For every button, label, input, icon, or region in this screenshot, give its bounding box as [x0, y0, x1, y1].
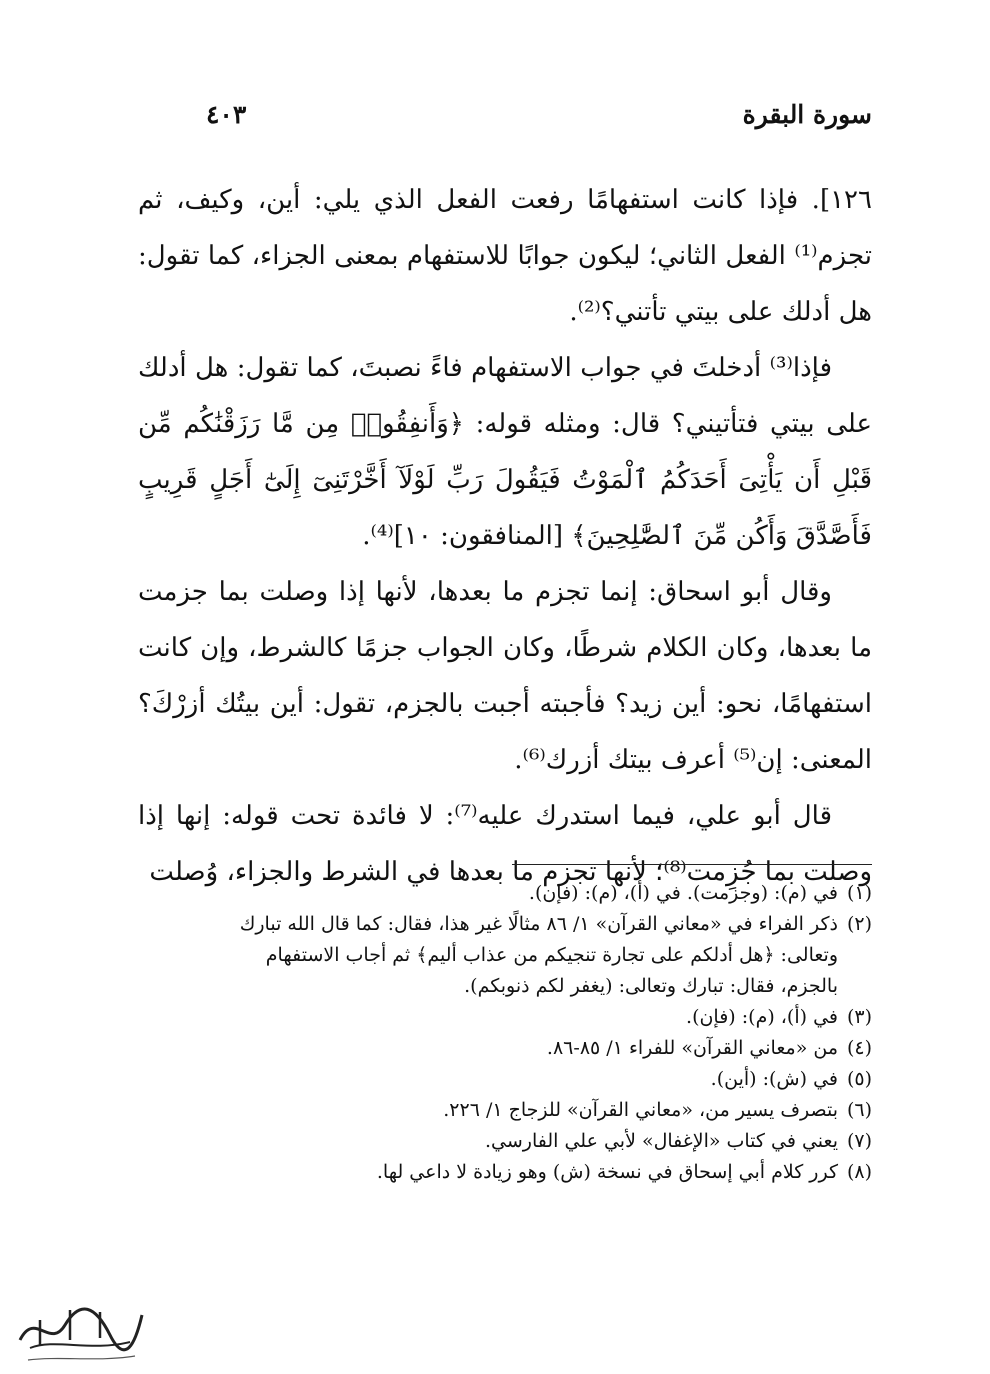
paragraph-4: قال أبو علي، فيما استدرك عليه⁽⁷⁾: لا فائدة تحت قوله: إنها إذا وصلت بما جُزِمت⁽⁸⁾؛ لأنها تجزم ما بعدها في الشرط والجزاء، وُصلت [138, 801, 872, 887]
footnote-2 [138, 909, 872, 1002]
footnotes [138, 878, 872, 1188]
paragraph-2: فإذا⁽³⁾ أدخلتَ في جواب الاستفهام فاءً نصبتَ، كما تقول: هل أدلك على بيتي فتأتيني؟ قال: ومثله قوله: ﴿وَأَنفِقُوا۟ مِن مَّا رَزَقْنَٰكُم مِّن قَبْلِ أَن يَأْتِىَ أَحَدَكُمُ ٱلْمَوْتُ فَيَقُولَ رَبِّ لَوْلَآ أَخَّرْتَنِىٓ إِلَىٰٓ أَجَلٍ قَرِيبٍ فَأَصَّدَّقَ وَأَكُن مِّنَ ٱلصَّٰلِحِينَ﴾ [المنافقون: ١٠]⁽⁴⁾. [138, 353, 872, 551]
footnote-1 [138, 878, 872, 909]
surah-title: سورة البقرة [742, 100, 872, 129]
page-header [140, 100, 872, 140]
footnote-text: بالجزم، فقال: تبارك وتعالى: (يغفر لكم ذنوبكم). [464, 975, 838, 997]
footnote-number: (٤) [846, 1037, 872, 1059]
footnote-5 [138, 1064, 872, 1095]
footnote-number: (٢) [846, 913, 872, 935]
footnote-3 [138, 1002, 872, 1033]
footnote-text: كرر كلام أبي إسحاق في نسخة (ش) وهو زيادة لا داعي لها. [376, 1161, 838, 1183]
page-number: ٤٠٣ [206, 100, 247, 129]
main-text [138, 172, 872, 900]
footnote-number: (٧) [846, 1130, 872, 1152]
paragraph-3: وقال أبو اسحاق: إنما تجزم ما بعدها، لأنها إذا وصلت بما جزمت ما بعدها، وكان الكلام شرطًا، وكان الجواب جزمًا كالشرط، وإن كانت استفهامًا، نحو: أين زيد؟ فأجبته أجبت بالجزم، تقول: أين بيتُك أزرْكَ؟ المعنى: إن⁽⁵⁾ أعرف بيتك أزرك⁽⁶⁾. [138, 577, 872, 775]
footnote-8 [138, 1157, 872, 1188]
footnote-text: في (ش): (أين). [710, 1068, 838, 1090]
paragraph-1: ١٢٦]. فإذا كانت استفهامًا رفعت الفعل الذي يلي: أين، وكيف، ثم تجزم⁽¹⁾ الفعل الثاني؛ ليكون جوابًا للاستفهام بمعنى الجزاء، كما تقول: هل أدلك على بيتي تأتني؟⁽²⁾. [138, 185, 872, 327]
footnote-7 [138, 1126, 872, 1157]
footnote-text: ذكر الفراء في «معاني القرآن» ١/ ٨٦ مثالًا غير هذا، فقال: كما قال الله تبارك [239, 913, 838, 935]
footnote-number: (٣) [846, 1006, 872, 1028]
footnote-text: يعني في كتاب «الإغفال» لأبي علي الفارسي. [484, 1130, 838, 1152]
footnote-text: في (م): (وجزمت). في (أ)، (م): (فإن). [528, 882, 838, 904]
footnote-text: وتعالى: ﴿هل أدلكم على تجارة تنجيكم من عذاب أليم﴾ ثم أجاب الاستفهام [265, 944, 838, 966]
footnote-number: (٨) [846, 1161, 872, 1183]
footnote-text: في (أ)، (م): (فإن). [686, 1006, 838, 1028]
footnote-text: بتصرف يسير من، «معاني القرآن» للزجاج ١/ ٢٢٦. [443, 1099, 838, 1121]
watermark-logo [10, 1290, 150, 1370]
footnote-6 [138, 1095, 872, 1126]
footnote-text: من «معاني القرآن» للفراء ١/ ٨٥-٨٦. [546, 1037, 838, 1059]
footnote-number: (١) [846, 882, 872, 904]
footnote-4 [138, 1033, 872, 1064]
footnote-divider [512, 864, 872, 865]
footnote-number: (٥) [846, 1068, 872, 1090]
footnote-number: (٦) [846, 1099, 872, 1121]
